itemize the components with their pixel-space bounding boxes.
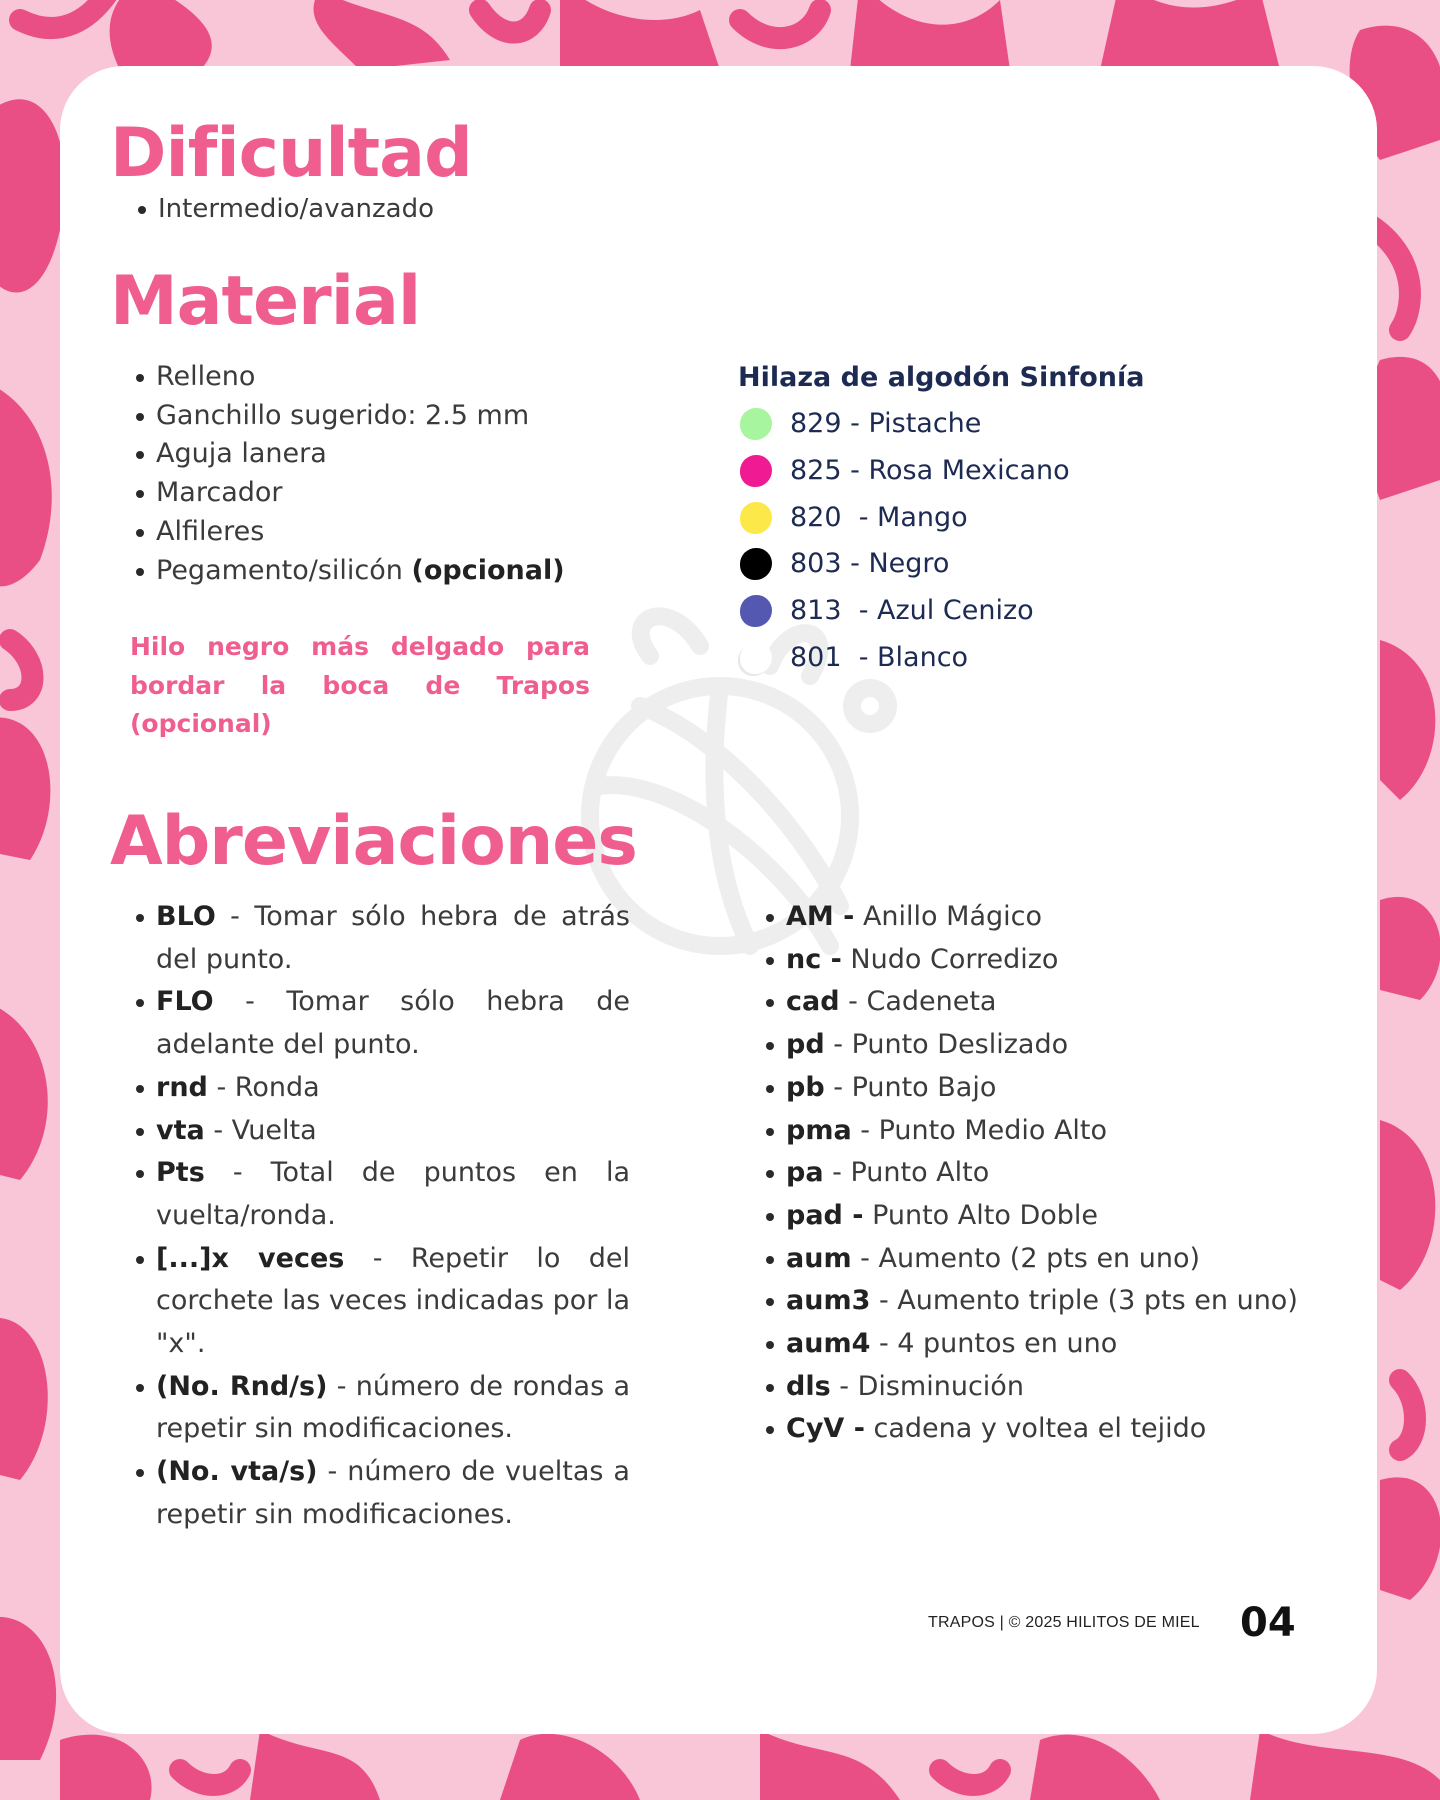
abbreviation-item: aum - Aumento (2 pts en uno) xyxy=(764,1238,1324,1281)
abbreviation-item: aum4 - 4 puntos en uno xyxy=(764,1323,1324,1366)
color-swatch-icon xyxy=(740,455,772,487)
yarn-title: Hilaza de algodón Sinfonía xyxy=(738,362,1145,393)
abbreviation-item: dls - Disminución xyxy=(764,1366,1324,1409)
material-item: Pegamento/silicón (opcional) xyxy=(134,552,565,591)
page-number: 04 xyxy=(1240,1600,1296,1646)
abbreviation-item: FLO - Tomar sólo hebra de adelante del punto. xyxy=(134,981,630,1066)
dificultad-item: Intermedio/avanzado xyxy=(136,190,434,228)
abbreviation-item: (No. Rnd/s) - número de rondas a repetir sin modificaciones. xyxy=(134,1366,630,1451)
material-item: Alfileres xyxy=(134,513,565,552)
abbreviation-item: (No. vta/s) - número de vueltas a repetir sin modificaciones. xyxy=(134,1451,630,1536)
material-item: Ganchillo sugerido: 2.5 mm xyxy=(134,397,565,436)
footer-copyright: TRAPOS | © 2025 HILITOS DE MIEL xyxy=(928,1614,1200,1631)
material-note: Hilo negro más delgado para bordar la boca de Trapos (opcional) xyxy=(130,632,590,739)
abbreviation-item: Pts - Total de puntos en la vuelta/ronda. xyxy=(134,1152,630,1237)
abbreviation-item: AM - Anillo Mágico xyxy=(764,896,1324,939)
yarn-color-label: 829 - Pistache xyxy=(790,408,982,439)
abbreviation-item: pa - Punto Alto xyxy=(764,1152,1324,1195)
abbreviation-item: pma - Punto Medio Alto xyxy=(764,1110,1324,1153)
abbreviation-item: cad - Cadeneta xyxy=(764,981,1324,1024)
color-swatch-icon xyxy=(740,502,772,534)
material-heading: Material xyxy=(110,262,421,341)
yarn-color-label: 813 - Azul Cenizo xyxy=(790,595,1034,627)
material-item: Marcador xyxy=(134,474,565,513)
yarn-color-label: 801 - Blanco xyxy=(790,641,969,673)
abbreviation-item: BLO - Tomar sólo hebra de atrás del punto. xyxy=(134,896,630,981)
abbreviation-item: CyV - cadena y voltea el tejido xyxy=(764,1408,1324,1451)
abbreviation-item: pb - Punto Bajo xyxy=(764,1067,1324,1110)
color-swatch-icon xyxy=(740,408,772,440)
abbreviations-right-list xyxy=(764,896,1324,1451)
dificultad-heading: Dificultad xyxy=(110,114,472,193)
color-swatch-icon xyxy=(740,548,772,580)
abbreviation-item: [...]x veces - Repetir lo del corchete las veces indicadas por la "x". xyxy=(134,1238,630,1366)
abbreviation-item: rnd - Ronda xyxy=(134,1067,630,1110)
abbreviation-item: nc - Nudo Corredizo xyxy=(764,939,1324,982)
material-item: Aguja lanera xyxy=(134,435,565,474)
abbreviation-item: vta - Vuelta xyxy=(134,1110,630,1153)
material-item: Relleno xyxy=(134,358,565,397)
content-card xyxy=(60,66,1377,1734)
yarn-color-label: 820 - Mango xyxy=(790,501,968,533)
abreviaciones-heading: Abreviaciones xyxy=(110,802,637,881)
yarn-color-label: 825 - Rosa Mexicano xyxy=(790,454,1070,486)
abbreviation-item: aum3 - Aumento triple (3 pts en uno) xyxy=(764,1280,1324,1323)
abbreviation-item: pd - Punto Deslizado xyxy=(764,1024,1324,1067)
abbreviations-left-list xyxy=(134,896,630,1537)
yarn-color-label: 803 - Negro xyxy=(790,548,950,580)
material-list xyxy=(134,358,565,590)
abbreviation-item: pad - Punto Alto Doble xyxy=(764,1195,1324,1238)
dificultad-list xyxy=(136,190,434,228)
